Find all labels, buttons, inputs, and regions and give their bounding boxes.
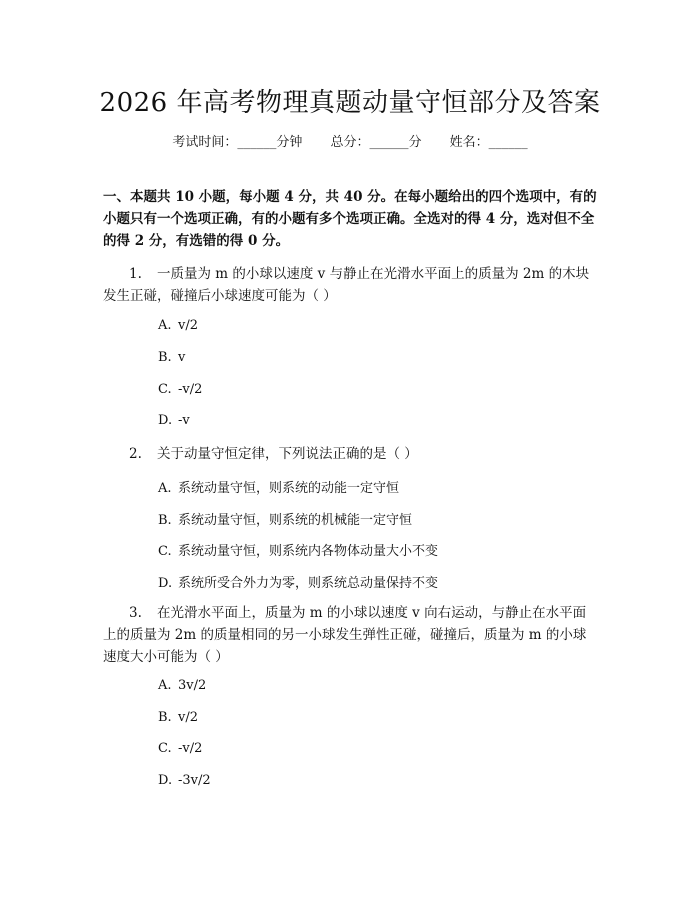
option-text: -v/2 — [178, 741, 203, 756]
question-1-option-c — [158, 382, 202, 397]
question-text: 关于动量守恒定律，下列说法正确的是（ ） — [157, 446, 418, 462]
option-text: -v/2 — [178, 382, 203, 397]
question-1-option-d — [158, 413, 190, 428]
option-text: 系统动量守恒，则系统内各物体动量大小不变 — [178, 544, 439, 559]
student-name: 姓名：______ — [449, 135, 528, 150]
option-letter: D. — [158, 576, 173, 591]
option-text: -v — [178, 413, 190, 428]
exam-meta — [0, 131, 700, 150]
question-1-option-b — [158, 350, 185, 365]
question-number: 1. — [129, 266, 142, 282]
question-2-option-a — [158, 477, 399, 496]
option-letter: B. — [158, 350, 172, 365]
question-1 — [103, 263, 598, 307]
option-text: v — [178, 350, 186, 365]
question-3-option-b — [158, 710, 198, 725]
option-letter: C. — [158, 544, 172, 559]
question-text: 在光滑水平面上，质量为 m 的小球以速度 v 向右运动，与静止在水平面上的质量为 2m 的质量相同的另一小球发生弹性正碰，碰撞后，质量为 m 的小球速度大小可能为（ ） — [103, 605, 587, 665]
question-text: 一质量为 m 的小球以速度 v 与静止在光滑水平面上的质量为 2m 的木块发生正碰，碰撞后小球速度可能为（ ） — [103, 266, 590, 304]
question-number: 3. — [129, 605, 142, 621]
total-score: 总分：______分 — [330, 135, 422, 150]
option-letter: C. — [158, 741, 172, 756]
option-text: 系统动量守恒，则系统的动能一定守恒 — [178, 481, 400, 496]
question-2 — [103, 443, 598, 465]
page-title: 2026 年高考物理真题动量守恒部分及答案 — [99, 88, 601, 118]
option-letter: D. — [158, 773, 173, 788]
option-letter: A. — [158, 481, 172, 496]
section-heading: 一、本题共 10 小题，每小题 4 分，共 40 分。在每小题给出的四个选项中，有的小题只有一个选项正确，有的小题有多个选项正确。全选对的得 4 分，选对但不全的得 2 分，有选错的得 0 分。 — [103, 189, 597, 249]
question-3 — [103, 602, 598, 668]
option-text: 3v/2 — [178, 678, 207, 693]
option-letter: A. — [158, 678, 172, 693]
option-text: 系统动量守恒，则系统的机械能一定守恒 — [178, 513, 413, 528]
question-3-option-a — [158, 678, 206, 693]
question-2-option-d — [158, 572, 438, 591]
question-2-option-b — [158, 509, 412, 528]
option-letter: A. — [158, 318, 172, 333]
exam-time: 考试时间：______分钟 — [172, 135, 303, 150]
option-text: 系统所受合外力为零，则系统总动量保持不变 — [178, 576, 439, 591]
option-letter: B. — [158, 513, 172, 528]
question-2-option-c — [158, 540, 438, 559]
option-text: -3v/2 — [178, 773, 211, 788]
question-3-option-d — [158, 773, 211, 788]
question-number: 2. — [129, 446, 142, 462]
option-text: v/2 — [178, 710, 198, 725]
option-letter: D. — [158, 413, 173, 428]
question-3-option-c — [158, 741, 202, 756]
option-letter: C. — [158, 382, 172, 397]
question-1-option-a — [158, 318, 198, 333]
option-letter: B. — [158, 710, 172, 725]
option-text: v/2 — [178, 318, 198, 333]
